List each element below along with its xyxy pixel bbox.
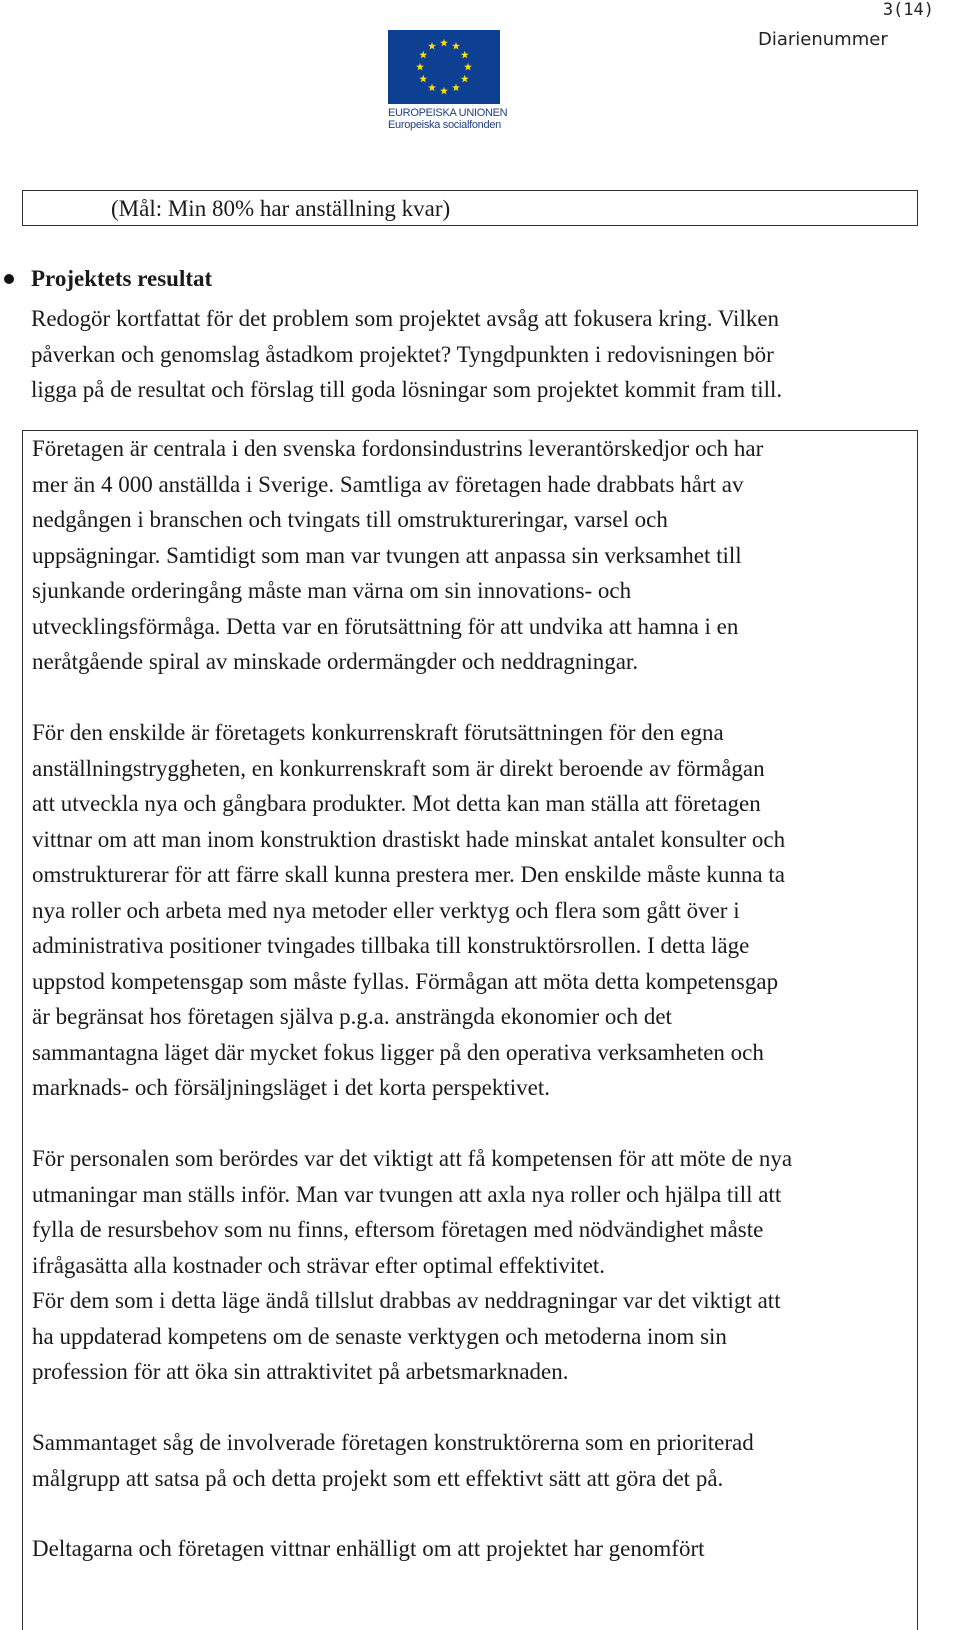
paragraph-line: För den enskilde är företagets konkurrenskraft förutsättningen för den egna xyxy=(32,720,724,745)
paragraph-line: profession för att öka sin attraktivitet på arbetsmarknaden. xyxy=(32,1359,569,1384)
paragraph-line: fylla de resursbehov som nu finns, eftersom företagen med nödvändighet måste xyxy=(32,1217,764,1242)
section-title: Projektets resultat xyxy=(31,266,213,291)
paragraph-line: målgrupp att satsa på och detta projekt som ett effektivt sätt att göra det på. xyxy=(32,1465,724,1491)
description-line: påverkan och genomslag åstadkom projektet? Tyngdpunkten i redovisningen bör xyxy=(31,341,774,367)
paragraph-line: uppsägningar. Samtidigt som man var tvungen att anpassa sin verksamhet till xyxy=(32,542,742,568)
paragraph-line: anställningstryggheten, en konkurrenskraft som är direkt beroende av förmågan xyxy=(32,755,765,781)
answer-box xyxy=(22,430,918,1630)
diarienummer-label: Diarienummer xyxy=(758,29,888,50)
goal-text: (Mål: Min 80% har anställning kvar) xyxy=(111,196,451,221)
paragraph xyxy=(32,1531,705,1567)
paragraph xyxy=(32,715,785,1106)
section-description xyxy=(31,301,782,408)
logo-text-esf: Europeiska socialfonden xyxy=(388,119,501,131)
paragraph-line: utmaningar man ställs inför. Man var tvungen att axla nya roller och hjälpa till att xyxy=(32,1181,782,1207)
description-line: ligga på de resultat och förslag till goda lösningar som projektet kommit fram till. xyxy=(31,377,783,402)
paragraph-line: administrativa positioner tvingades tillbaka till konstruktörsrollen. I detta läge xyxy=(32,933,750,958)
paragraph xyxy=(32,1283,781,1390)
paragraph-line: är begränsat hos företagen själva p.g.a. ansträngda ekonomier och det xyxy=(32,1004,672,1029)
paragraph-line: uppstod kompetensgap som måste fyllas. Förmågan att möta detta kompetensgap xyxy=(32,968,779,994)
bullet-icon xyxy=(4,274,14,284)
eu-logo xyxy=(388,30,508,131)
paragraph-line: nedgången i branschen och tvingats till omstruktureringar, varsel och xyxy=(32,507,668,532)
paragraph-line: ha uppdaterad kompetens om de senaste verktygen och metoderna inom sin xyxy=(32,1323,727,1349)
paragraph xyxy=(32,1425,754,1496)
paragraph xyxy=(32,431,763,680)
paragraph-line: Företagen är centrala i den svenska fordonsindustrins leverantörskedjor och har xyxy=(32,436,764,461)
paragraph-line: För personalen som berördes var det viktigt att få kompetensen för att möte de nya xyxy=(32,1146,793,1171)
paragraph-line: sjunkande orderingång måste man värna om sin innovations- och xyxy=(32,578,632,603)
paragraph-line: För dem som i detta läge ändå tillslut drabbas av neddragningar var det viktigt att xyxy=(32,1288,781,1313)
paragraph-line: att utveckla nya och gångbara produkter. Mot detta kan man ställa att företagen xyxy=(32,791,761,816)
page-number: 3(14) xyxy=(882,0,934,20)
paragraph-line: ifrågasätta alla kostnader och strävar efter optimal effektivitet. xyxy=(32,1252,606,1278)
paragraph-line: Sammantaget såg de involverade företagen konstruktörerna som en prioriterad xyxy=(32,1430,754,1455)
paragraph-line: marknads- och försäljningsläget i det korta perspektivet. xyxy=(32,1075,550,1100)
description-line: Redogör kortfattat för det problem som projektet avsåg att fokusera kring. Vilken xyxy=(31,306,780,331)
paragraph-line: omstrukturerar för att färre skall kunna prestera mer. Den enskilde måste kunna ta xyxy=(32,862,785,887)
eu-flag-icon xyxy=(388,30,500,104)
paragraph-line: vittnar om att man inom konstruktion drastiskt hade minskat antalet konsulter och xyxy=(32,826,786,852)
logo-text-eu: EUROPEISKA UNIONEN xyxy=(388,107,508,119)
paragraph xyxy=(32,1141,792,1283)
paragraph-line: Deltagarna och företagen vittnar enhälligt om att projektet har genomfört xyxy=(32,1536,705,1561)
paragraph-line: neråtgående spiral av minskade ordermängder och neddragningar. xyxy=(32,649,639,674)
paragraph-line: sammantagna läget där mycket fokus ligger på den operativa verksamheten och xyxy=(32,1039,764,1065)
paragraph-line: utvecklingsförmåga. Detta var en förutsättning för att undvika att hamna i en xyxy=(32,613,739,639)
paragraph-line: nya roller och arbeta med nya metoder eller verktyg och flera som gått över i xyxy=(32,897,740,923)
goal-box xyxy=(22,190,918,226)
paragraph-line: mer än 4 000 anställda i Sverige. Samtliga av företagen hade drabbats hårt av xyxy=(32,471,744,497)
